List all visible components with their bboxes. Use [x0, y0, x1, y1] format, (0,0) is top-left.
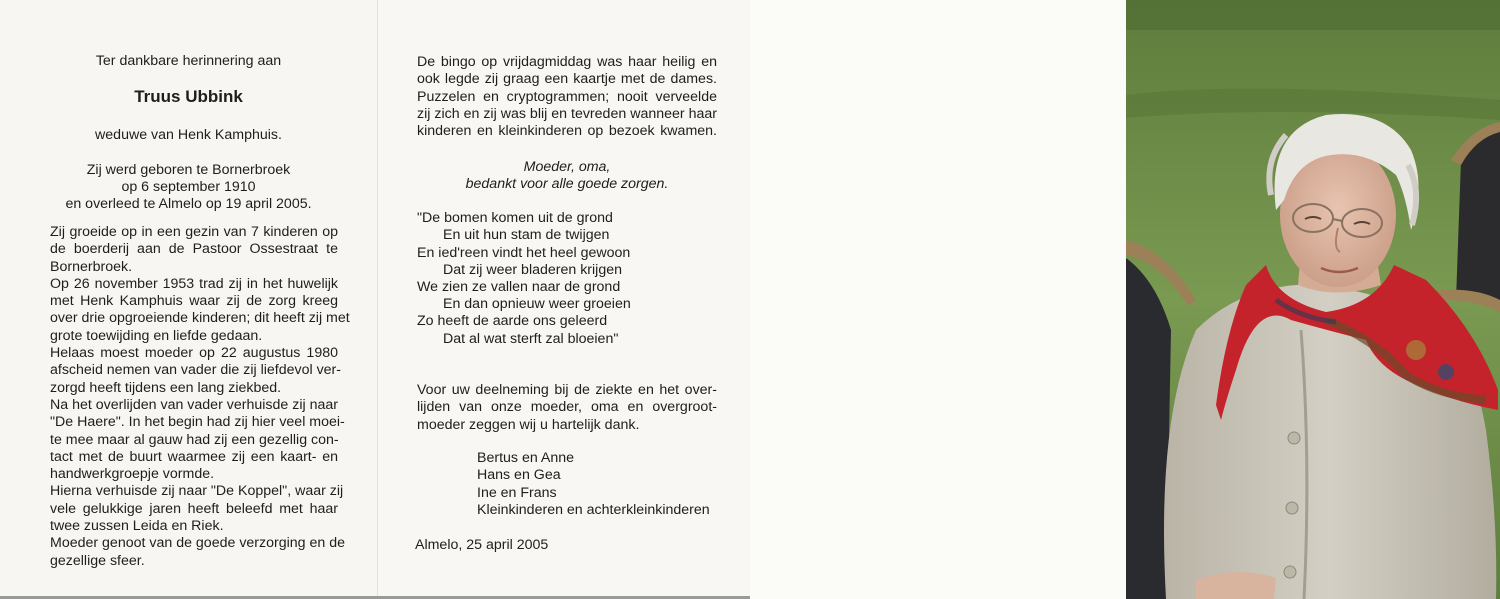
bio-line: Op 26 november 1953 trad zij in het huwelijk: [50, 275, 338, 292]
gratitude-line: moeder zeggen wij u hartelijk dank.: [417, 416, 640, 433]
bio-line: twee zussen Leida en Riek.: [50, 518, 224, 535]
death-line: en overleed te Almelo op 19 april 2005.: [65, 196, 312, 212]
portrait-illustration: [1126, 0, 1500, 599]
poem-line: En ied'reen vindt het heel gewoon: [417, 245, 631, 261]
bio-line: Zij groeide op in een gezin van 7 kinderen op: [50, 224, 338, 240]
family-line: Hans en Gea: [477, 467, 561, 483]
bio-line: vele gelukkige jaren heeft beleefd met haar: [50, 500, 338, 517]
poem-line: En dan opnieuw weer groeien: [443, 296, 631, 312]
hobbies-paragraph: [417, 54, 717, 140]
widow-of-line: weduwe van Henk Kamphuis.: [95, 127, 282, 143]
left-panel: [0, 0, 377, 599]
gratitude-paragraph: [417, 382, 717, 434]
poem-line: Dat zij weer bladeren krijgen: [443, 262, 623, 278]
biography: [50, 224, 350, 570]
gratitude-line: Voor uw deelneming bij de ziekte en het over-: [417, 382, 717, 398]
bio-line: Hierna verhuisde zij naar "De Koppel", waar zij: [50, 483, 344, 500]
bio-line: Na het overlijden van vader verhuisde zij naar: [50, 396, 338, 413]
bio-line: gezellige sfeer.: [50, 552, 145, 569]
poem-line: Zo heeft de aarde ons geleerd: [417, 313, 608, 329]
bio-line: Bornerbroek.: [50, 258, 133, 275]
bio-line: zorgd heeft tijdens een lang ziekbed.: [50, 379, 282, 396]
dedication-intro: Ter dankbare herinnering aan: [95, 53, 282, 69]
bio-line: grote toewijding en liefde gedaan.: [50, 327, 263, 344]
hobby-line: zij zich en zij was blij en tevreden wanneer haar: [417, 105, 717, 122]
bio-line: tact met de buurt waarmee zij een kaart- en: [50, 448, 338, 465]
hobby-line: ook legde zij graag een kaartje met de dames.: [417, 71, 717, 88]
poem-line: En uit hun stam de twijgen: [443, 227, 610, 243]
bio-line: afscheid nemen van vader die zij liefdevol ver-: [50, 362, 341, 379]
family-line: Bertus en Anne: [477, 450, 575, 466]
portrait-photo: [1126, 0, 1500, 599]
hobby-line: Puzzelen en cryptogrammen; nooit verveelde: [417, 88, 717, 105]
bio-line: handwerkgroepje vormde.: [50, 466, 215, 483]
gratitude-line: lijden van onze moeder, oma en overgroot-: [417, 399, 717, 416]
bio-line: Moeder genoot van de goede verzorging en de: [50, 535, 346, 552]
birth-date-line: op 6 september 1910: [121, 179, 256, 195]
thanks-heading: Moeder, oma,: [523, 159, 611, 175]
poem-line: "De bomen komen uit de grond: [417, 210, 613, 226]
bio-line: met Henk Kamphuis waar zij de zorg kreeg: [50, 293, 338, 310]
bio-line: "De Haere". In het begin had zij hier veel moei-: [50, 414, 345, 431]
place-date: Almelo, 25 april 2005: [415, 537, 549, 553]
bio-line: Helaas moest moeder op 22 augustus 1980: [50, 345, 338, 362]
bio-line: te mee maar al gauw had zij een gezellig con-: [50, 431, 339, 448]
bio-line: over drie opgroeiende kinderen; dit heeft zij met: [50, 310, 350, 327]
blank-panel: [750, 0, 1126, 599]
deceased-name: Truus Ubbink: [134, 87, 243, 106]
poem-line: Dat al wat sterft zal bloeien": [443, 331, 619, 347]
poem-line: We zien ze vallen naar de grond: [417, 279, 621, 295]
hobby-line: De bingo op vrijdagmiddag was haar heilig en: [417, 54, 717, 70]
birth-place-line: Zij werd geboren te Bornerbroek: [86, 162, 291, 178]
thanks-subheading: bedankt voor alle goede zorgen.: [465, 176, 669, 192]
family-line: Kleinkinderen en achterkleinkinderen: [477, 502, 710, 518]
bio-line: de boerderij aan de Pastoor Ossestraat te: [50, 241, 338, 258]
hobby-line: kinderen en kleinkinderen op bezoek kwamen.: [417, 123, 717, 140]
family-line: Ine en Frans: [477, 485, 557, 501]
